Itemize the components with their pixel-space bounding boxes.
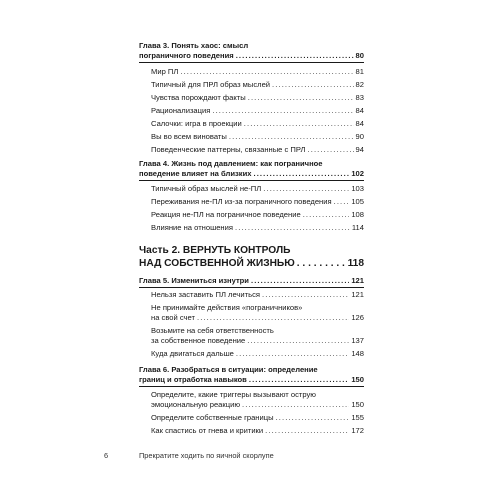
section-title: Как спастись от гнева и критики: [151, 426, 264, 435]
dot-leader: [253, 169, 349, 179]
dot-leader: [212, 106, 353, 116]
chapter-title: Глава 6. Разобраться в ситуации: определение: [139, 365, 318, 374]
dot-leader: [235, 223, 350, 233]
page-number: 108: [351, 210, 364, 219]
toc-entry: [151, 400, 364, 410]
chapter-title: Глава 3. Понять хаос: смысл: [139, 41, 249, 50]
section-title: Определите, какие триггеры вызывают острую: [151, 390, 316, 399]
section-title: Салочки: игра в проекции: [151, 119, 242, 128]
page-number: 105: [351, 197, 364, 206]
section-title: Куда двигаться дальше: [151, 349, 234, 358]
toc-entry: [151, 426, 364, 436]
dot-leader: [262, 290, 349, 300]
section-title: Определите собственные границы: [151, 413, 274, 422]
separator-line: [139, 180, 364, 181]
page-number: 81: [355, 67, 364, 76]
page-number: 150: [351, 375, 364, 384]
toc-entry: [151, 290, 364, 300]
page-number: 126: [351, 313, 364, 322]
toc-entry: [139, 169, 364, 179]
page-number: 82: [355, 80, 364, 89]
toc-entry: [151, 106, 364, 116]
section-title: Влияние на отношения: [151, 223, 233, 232]
section-title: Типичный для ПРЛ образ мыслей: [151, 80, 271, 89]
chapter-title: пограничного поведения: [139, 51, 234, 60]
separator-line: [139, 62, 364, 63]
section-title: Чувства порождают факты: [151, 93, 246, 102]
chapter-title: поведение влияет на близких: [139, 169, 252, 178]
section-title: Нельзя заставить ПЛ лечиться: [151, 290, 260, 299]
page-number: 121: [351, 290, 364, 299]
separator-line: [139, 386, 364, 387]
page-number: 103: [351, 184, 364, 193]
section-title: Рационализация: [151, 106, 211, 115]
toc-entry: [151, 184, 364, 194]
toc-entry: [151, 349, 364, 359]
page-number: 84: [355, 119, 364, 128]
section-title: Типичный образ мыслей не-ПЛ: [151, 184, 262, 193]
dot-leader: [249, 375, 349, 385]
dot-leader: [276, 413, 350, 423]
toc-entry: [151, 210, 364, 220]
footer-page-number: 6: [104, 451, 109, 460]
toc-entry: [139, 276, 364, 286]
toc-entry: [151, 119, 364, 129]
section-title: Поведенческие паттерны, связанные с ПРЛ: [151, 145, 306, 154]
toc-entry: [151, 313, 364, 323]
footer-book-title: Прекратите ходить по яичной скорлупе: [139, 451, 274, 460]
section-title: Возьмите на себя ответственность: [151, 326, 274, 335]
toc-entry: [151, 80, 364, 90]
section-title: Не принимайте действия «пограничников»: [151, 303, 303, 312]
page-number: 83: [355, 93, 364, 102]
section-title: Вы во всем виноваты: [151, 132, 227, 141]
page-number: 172: [351, 426, 364, 435]
dot-leader: [297, 257, 346, 270]
dot-leader: [229, 132, 354, 142]
toc-entry: [151, 132, 364, 142]
section-title: Реакция не-ПЛ на пограничное поведение: [151, 210, 301, 219]
part-title: НАД СОБСТВЕННОЙ ЖИЗНЬЮ: [139, 258, 295, 269]
section-title: на свой счет: [151, 313, 195, 322]
toc-entry: [151, 67, 364, 77]
toc-entry: [151, 336, 364, 346]
dot-leader: [334, 197, 350, 207]
dot-leader: [180, 67, 353, 77]
page-number: 155: [351, 413, 364, 422]
dot-leader: [236, 349, 349, 359]
toc-entry: [139, 257, 364, 270]
page-number: 90: [355, 132, 364, 141]
dot-leader: [263, 184, 349, 194]
section-title: эмоциональную реакцию: [151, 400, 241, 409]
dot-leader: [197, 313, 349, 323]
page-number: 114: [351, 223, 364, 232]
chapter-title: Глава 4. Жизнь под давлением: как пограничное: [139, 159, 323, 168]
page-number: 94: [355, 145, 364, 154]
dot-leader: [244, 119, 354, 129]
toc-entry: [151, 145, 364, 155]
dot-leader: [242, 400, 349, 410]
page-number: 102: [351, 169, 364, 178]
dot-leader: [265, 426, 349, 436]
toc-entry: [139, 375, 364, 385]
chapter-title: границ и отработка навыков: [139, 375, 247, 384]
section-title: за собственное поведение: [151, 336, 246, 345]
page-number: 150: [351, 400, 364, 409]
dot-leader: [308, 145, 354, 155]
separator-line: [139, 287, 364, 288]
page-number: 118: [347, 258, 364, 269]
page-number: 84: [355, 106, 364, 115]
page-number: 137: [351, 336, 364, 345]
section-title: Мир ПЛ: [151, 67, 179, 76]
page-number: 121: [351, 276, 364, 285]
part-title: Часть 2. ВЕРНУТЬ КОНТРОЛЬ: [139, 245, 291, 256]
section-title: Переживания не-ПЛ из-за пограничного поведения: [151, 197, 332, 206]
toc-entry: [151, 223, 364, 233]
page-number: 148: [351, 349, 364, 358]
toc-entry: [151, 93, 364, 103]
dot-leader: [251, 276, 349, 286]
dot-leader: [272, 80, 354, 90]
chapter-title: Глава 5. Измениться изнутри: [139, 276, 249, 285]
dot-leader: [248, 93, 354, 103]
page-number: 80: [355, 51, 364, 60]
dot-leader: [303, 210, 350, 220]
dot-leader: [247, 336, 349, 346]
toc-entry: [139, 51, 364, 61]
toc-entry: [151, 413, 364, 423]
dot-leader: [236, 51, 354, 61]
toc-entry: [151, 197, 364, 207]
